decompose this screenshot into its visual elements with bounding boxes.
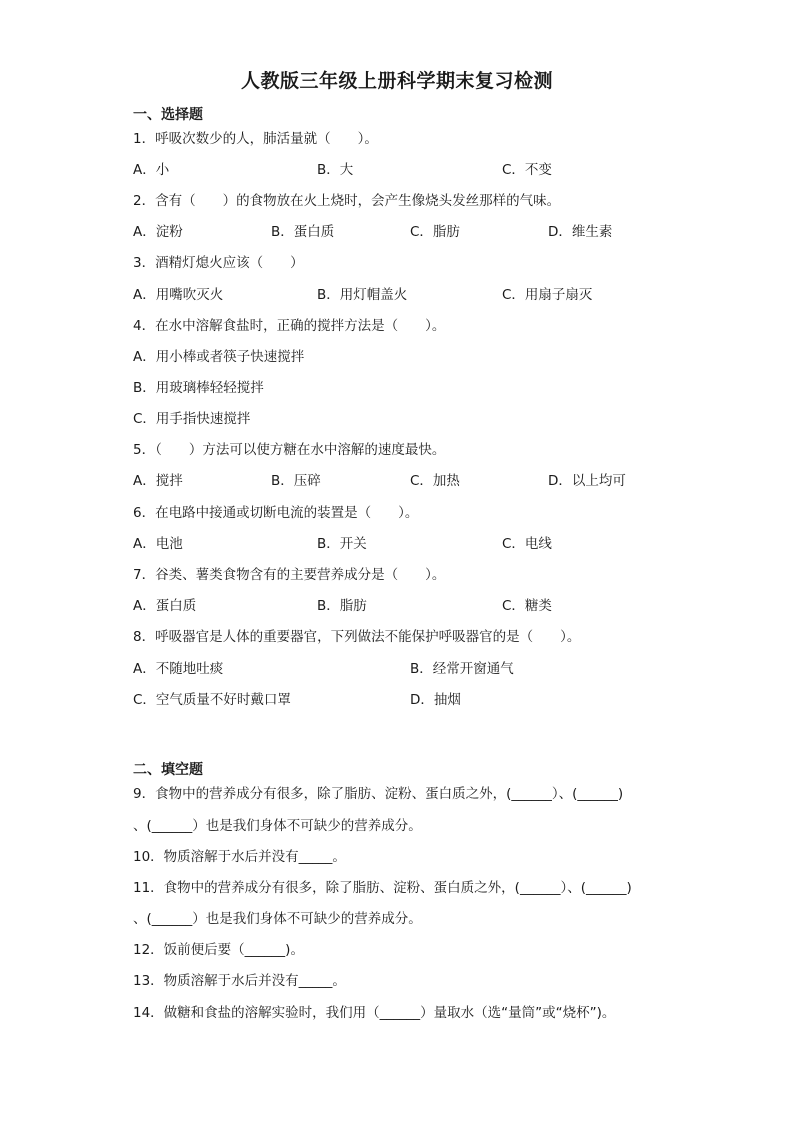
question-5: 5．（ ）方法可以使方糖在水中溶解的速度最快。	[133, 442, 446, 458]
q3-option-a: A．用嘴吹灭火	[133, 287, 224, 303]
page-title: 人教版三年级上册科学期末复习检测	[240, 70, 553, 92]
question-6: 6．在电路中接通或切断电流的装置是（ ）。	[133, 505, 419, 521]
q1-option-a: A．小	[133, 162, 170, 178]
q4-option-b: B．用玻璃棒轻轻搅拌	[133, 380, 264, 396]
q6-option-a: A．电池	[133, 536, 183, 552]
q3-option-c: C．用扇子扇灭	[502, 287, 593, 303]
q2-option-c: C．脂肪	[410, 224, 460, 240]
q3-option-b: B．用灯帽盖火	[317, 287, 408, 303]
question-11-line-1: 11．食物中的营养成分有很多，除了脂肪、淀粉、蛋白质之外，(______）、(______)	[133, 880, 632, 896]
q5-option-c: C．加热	[410, 473, 460, 489]
q5-option-a: A．搅拌	[133, 473, 183, 489]
q1-option-c: C．不变	[502, 162, 552, 178]
question-2: 2．含有（ ）的食物放在火上烧时，会产生像烧头发丝那样的气味。	[133, 193, 561, 209]
section-heading-choice: 一、选择题	[133, 107, 203, 123]
q8-option-a: A．不随地吐痰	[133, 661, 224, 677]
q7-option-a: A．蛋白质	[133, 598, 197, 614]
question-8: 8．呼吸器官是人体的重要器官，下列做法不能保护呼吸器官的是（ ）。	[133, 629, 581, 645]
question-7: 7．谷类、薯类食物含有的主要营养成分是（ ）。	[133, 567, 446, 583]
question-9-line-1: 9．食物中的营养成分有很多，除了脂肪、淀粉、蛋白质之外，(______）、(______)	[133, 786, 624, 802]
question-1: 1．呼吸次数少的人，肺活量就（ ）。	[133, 131, 378, 147]
q2-option-a: A．淀粉	[133, 224, 183, 240]
q7-option-c: C．糖类	[502, 598, 552, 614]
q1-option-b: B．大	[317, 162, 354, 178]
q8-option-b: B．经常开窗通气	[410, 661, 514, 677]
q6-option-b: B．开关	[317, 536, 367, 552]
q8-option-c: C．空气质量不好时戴口罩	[133, 692, 291, 708]
q8-option-d: D．抽烟	[410, 692, 461, 708]
question-12: 12．饭前便后要（______)。	[133, 942, 304, 958]
q2-option-d: D．维生素	[548, 224, 613, 240]
question-9-line-2: 、(______）也是我们身体不可缺少的营养成分。	[133, 818, 422, 834]
question-10: 10．物质溶解于水后并没有_____。	[133, 849, 346, 865]
question-13: 13．物质溶解于水后并没有_____。	[133, 973, 346, 989]
q2-option-b: B．蛋白质	[271, 224, 335, 240]
question-14: 14．做糖和食盐的溶解实验时，我们用（______）量取水（选“量筒”或“烧杯”)。	[133, 1005, 616, 1021]
section-heading-fill-blank: 二、填空题	[133, 762, 203, 778]
q4-option-a: A．用小棒或者筷子快速搅拌	[133, 349, 305, 365]
q5-option-d: D．以上均可	[548, 473, 626, 489]
q6-option-c: C．电线	[502, 536, 552, 552]
q5-option-b: B．压碎	[271, 473, 321, 489]
question-4: 4．在水中溶解食盐时，正确的搅拌方法是（ ）。	[133, 318, 446, 334]
q7-option-b: B．脂肪	[317, 598, 367, 614]
question-11-line-2: 、(______）也是我们身体不可缺少的营养成分。	[133, 911, 422, 927]
q4-option-c: C．用手指快速搅拌	[133, 411, 251, 427]
question-3: 3．酒精灯熄火应该（ ）	[133, 255, 304, 271]
